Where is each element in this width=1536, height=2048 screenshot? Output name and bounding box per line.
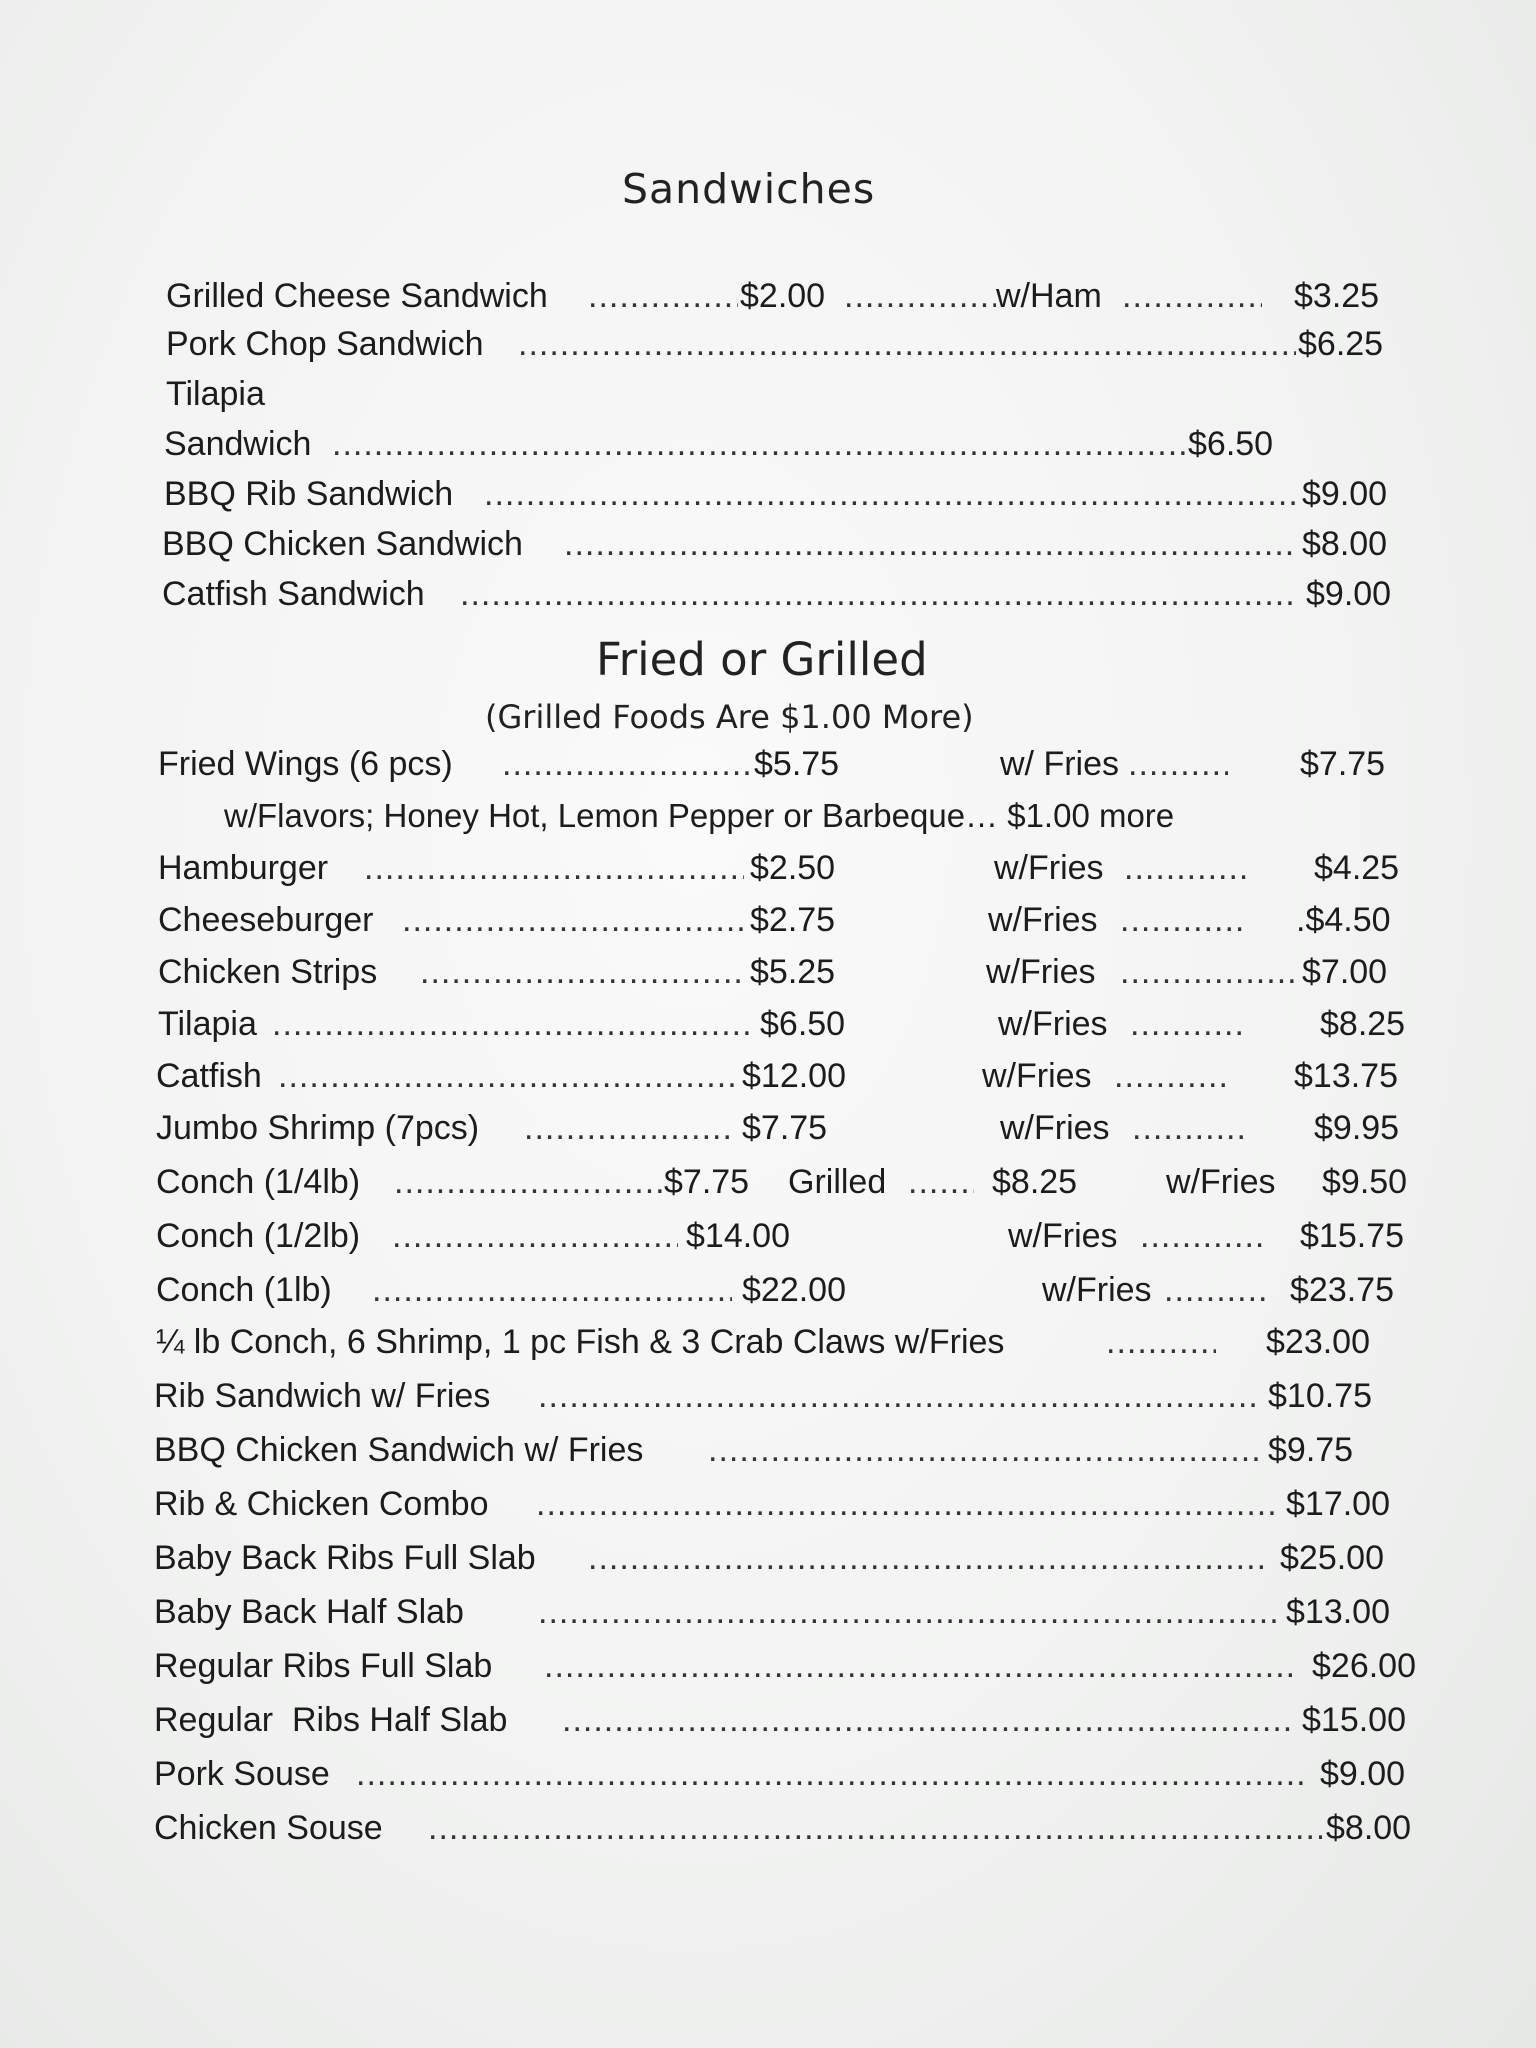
- dot-leader: [562, 1698, 1292, 1742]
- grilled-price-note: (Grilled Foods Are $1.00 More): [485, 698, 974, 736]
- item-price: $25.00: [1280, 1539, 1384, 1577]
- item-side: w/Fries: [994, 849, 1104, 887]
- menu-item-grilled-cheese: [166, 274, 1396, 318]
- dot-leader: [1114, 1054, 1230, 1098]
- dot-leader: [538, 1374, 1258, 1418]
- item-side: w/Fries: [1008, 1217, 1118, 1255]
- item-price: $6.25: [1298, 325, 1384, 363]
- item-grilled: Grilled: [788, 1163, 887, 1201]
- item-price: $8.00: [1302, 525, 1388, 563]
- item-price: $6.50: [760, 1005, 846, 1043]
- item-price: $2.75: [750, 901, 836, 939]
- item-side: w/Fries: [986, 953, 1096, 991]
- dot-leader: [1164, 1268, 1268, 1312]
- item-side-price: $13.75: [1294, 1057, 1398, 1095]
- menu-item-bbq-rib: [164, 472, 1394, 516]
- item-name: Grilled Cheese Sandwich: [166, 277, 548, 315]
- item-price: $17.00: [1286, 1485, 1390, 1523]
- dot-leader: [364, 846, 744, 890]
- dot-leader: [392, 1214, 678, 1258]
- menu-item-cheeseburger: [158, 898, 1408, 942]
- item-price: $8.00: [1326, 1809, 1412, 1847]
- dot-leader: [372, 1268, 732, 1312]
- item-name: Tilapia: [166, 375, 265, 413]
- dot-leader: [1120, 898, 1244, 942]
- item-price: $7.75: [742, 1109, 828, 1147]
- dot-leader: [502, 742, 752, 786]
- item-name: ¼ lb Conch, 6 Shrimp, 1 pc Fish & 3 Crab Claws w/Fries: [156, 1323, 1005, 1361]
- dot-leader: [1140, 1214, 1262, 1258]
- dot-leader: [708, 1428, 1260, 1472]
- menu-item-regular-full: [154, 1644, 1434, 1688]
- item-name: Hamburger: [158, 849, 329, 887]
- item-price: $6.50: [1188, 425, 1274, 463]
- item-side: w/Fries: [1000, 1109, 1110, 1147]
- item-side: w/Fries: [988, 901, 1098, 939]
- item-name: Baby Back Ribs Full Slab: [154, 1539, 536, 1577]
- item-price: $9.00: [1302, 475, 1388, 513]
- item-name: Chicken Souse: [154, 1809, 383, 1847]
- dot-leader: [544, 1644, 1296, 1688]
- dot-leader: [1130, 1002, 1246, 1046]
- dot-leader: [484, 472, 1296, 516]
- item-price: $12.00: [742, 1057, 846, 1095]
- menu-item-conch-one: [156, 1268, 1416, 1312]
- dot-leader: [356, 1752, 1304, 1796]
- fried-or-grilled-heading: Fried or Grilled: [596, 633, 928, 686]
- menu-item-chicken-souse: [154, 1806, 1444, 1850]
- menu-item-bbq-chicken-fries: [154, 1428, 1414, 1472]
- item-name: Conch (1/2lb): [156, 1217, 361, 1255]
- menu-item-tilapia-sandwich-line1: [166, 372, 1396, 416]
- item-name: BBQ Rib Sandwich: [164, 475, 454, 513]
- item-extra: w/Ham: [996, 277, 1102, 315]
- item-name: Chicken Strips: [158, 953, 378, 991]
- menu-item-combo-platter: [156, 1320, 1416, 1364]
- item-price: $10.75: [1268, 1377, 1372, 1415]
- dot-leader: [536, 1482, 1276, 1526]
- menu-item-regular-half: [154, 1698, 1434, 1742]
- dot-leader: [1106, 1320, 1216, 1364]
- dot-leader: [460, 572, 1298, 616]
- item-price: $15.00: [1302, 1701, 1406, 1739]
- dot-leader: [564, 522, 1296, 566]
- dot-leader: [1132, 1106, 1248, 1150]
- item-name: Pork Chop Sandwich: [166, 325, 484, 363]
- menu-item-rib-chicken-combo: [154, 1482, 1424, 1526]
- menu-item-conch-half: [156, 1214, 1416, 1258]
- item-price: $5.25: [750, 953, 836, 991]
- item-price: $22.00: [742, 1271, 846, 1309]
- item-side-price: $9.50: [1322, 1163, 1408, 1201]
- item-price: $9.00: [1320, 1755, 1406, 1793]
- menu-item-chicken-strips: [158, 950, 1408, 994]
- item-price: $2.50: [750, 849, 836, 887]
- item-side-price: $8.25: [1320, 1005, 1406, 1043]
- flavors-text: w/Flavors; Honey Hot, Lemon Pepper or Barbeque… $1.00 more: [224, 797, 1175, 834]
- menu-item-jumbo-shrimp: [156, 1106, 1406, 1150]
- item-price: $14.00: [686, 1217, 790, 1255]
- menu-item-catfish-sandwich: [162, 572, 1392, 616]
- menu-item-rib-sandwich-fries: [154, 1374, 1414, 1418]
- item-name: Regular Ribs Half Slab: [154, 1701, 508, 1739]
- item-side: w/Fries: [982, 1057, 1092, 1095]
- dot-leader: [524, 1106, 734, 1150]
- dot-leader: [908, 1160, 974, 1204]
- menu-item-tilapia-sandwich: [164, 422, 1394, 466]
- item-name: Cheeseburger: [158, 901, 374, 939]
- dot-leader: [1122, 274, 1262, 318]
- menu-item-bbq-chicken: [162, 522, 1392, 566]
- item-name: Catfish Sandwich: [162, 575, 425, 613]
- item-side: w/Fries: [1166, 1163, 1276, 1201]
- item-side-price: .$4.50: [1296, 901, 1391, 939]
- dot-leader: [332, 422, 1188, 466]
- item-name: Rib Sandwich w/ Fries: [154, 1377, 491, 1415]
- item-side: w/Fries: [1042, 1271, 1152, 1309]
- item-price: $2.00: [740, 277, 826, 315]
- item-name: Regular Ribs Full Slab: [154, 1647, 493, 1685]
- menu-item-tilapia: [158, 1002, 1408, 1046]
- item-name: Sandwich: [164, 425, 312, 463]
- item-name: Jumbo Shrimp (7pcs): [156, 1109, 480, 1147]
- dot-leader: [1120, 950, 1296, 994]
- item-price: $7.75: [664, 1163, 750, 1201]
- dot-leader: [420, 950, 744, 994]
- dot-leader: [588, 1536, 1268, 1580]
- dot-leader: [278, 1054, 738, 1098]
- item-side-price: $15.75: [1300, 1217, 1404, 1255]
- item-name: Catfish: [156, 1057, 262, 1095]
- dot-leader: [394, 1160, 662, 1204]
- menu-item-pork-chop: [166, 322, 1396, 366]
- dot-leader: [1128, 742, 1228, 786]
- item-name: Rib & Chicken Combo: [154, 1485, 489, 1523]
- item-name: Conch (1/4lb): [156, 1163, 361, 1201]
- menu-item-conch-quarter: [156, 1160, 1416, 1204]
- item-side-price: $7.00: [1302, 953, 1388, 991]
- item-price: $13.00: [1286, 1593, 1390, 1631]
- menu-item-baby-back-full: [154, 1536, 1424, 1580]
- menu-item-pork-souse: [154, 1752, 1434, 1796]
- item-name: Baby Back Half Slab: [154, 1593, 464, 1631]
- dot-leader: [844, 274, 996, 318]
- item-side: w/ Fries: [1000, 745, 1119, 783]
- dot-leader: [402, 898, 746, 942]
- dot-leader: [1124, 846, 1248, 890]
- menu-item-fried-wings: [158, 742, 1398, 786]
- wing-flavors-note: [224, 794, 1364, 838]
- item-side-price: $9.95: [1314, 1109, 1400, 1147]
- item-price: $5.75: [754, 745, 840, 783]
- item-side-price: $7.75: [1300, 745, 1386, 783]
- menu-item-catfish: [156, 1054, 1406, 1098]
- item-extra-price: $3.25: [1294, 277, 1380, 315]
- menu-item-baby-back-half: [154, 1590, 1424, 1634]
- menu-item-hamburger: [158, 846, 1408, 890]
- item-name: Tilapia: [158, 1005, 257, 1043]
- item-price: $26.00: [1312, 1647, 1416, 1685]
- item-side-price: $23.75: [1290, 1271, 1394, 1309]
- item-price: $23.00: [1266, 1323, 1370, 1361]
- item-price: $9.75: [1268, 1431, 1354, 1469]
- item-grilled-price: $8.25: [992, 1163, 1078, 1201]
- dot-leader: [518, 322, 1296, 366]
- sandwiches-heading: Sandwiches: [622, 165, 876, 213]
- item-side-price: $4.25: [1314, 849, 1400, 887]
- dot-leader: [272, 1002, 754, 1046]
- dot-leader: [428, 1806, 1322, 1850]
- item-name: Fried Wings (6 pcs): [158, 745, 453, 783]
- item-side: w/Fries: [998, 1005, 1108, 1043]
- item-name: Pork Souse: [154, 1755, 330, 1793]
- item-name: BBQ Chicken Sandwich: [162, 525, 523, 563]
- dot-leader: [588, 274, 738, 318]
- item-price: $9.00: [1306, 575, 1392, 613]
- item-name: BBQ Chicken Sandwich w/ Fries: [154, 1431, 644, 1469]
- dot-leader: [538, 1590, 1276, 1634]
- item-name: Conch (1lb): [156, 1271, 332, 1309]
